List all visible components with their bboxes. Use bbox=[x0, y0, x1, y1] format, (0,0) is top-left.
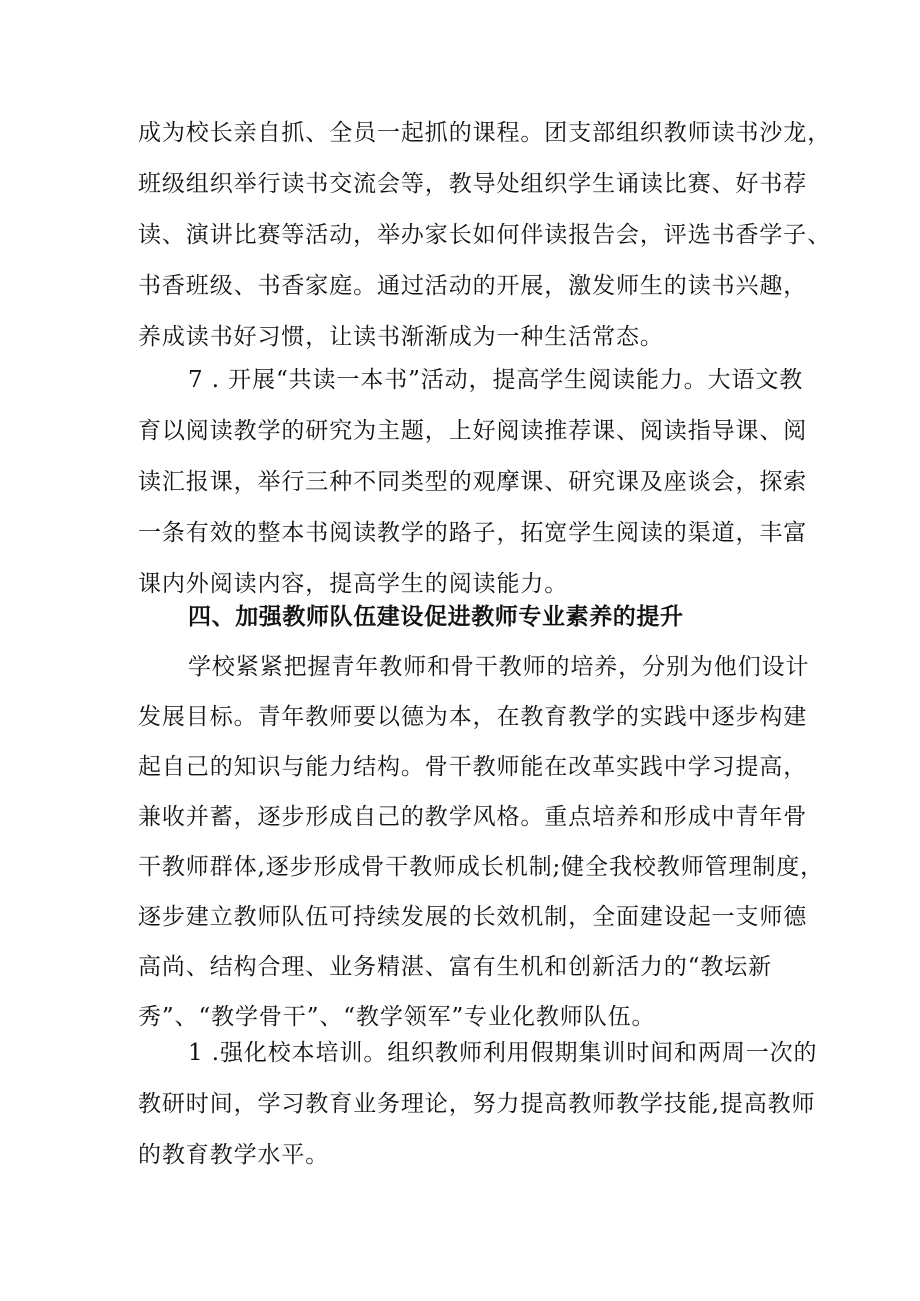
text-line: 干教师群体,逐步形成骨干教师成长机制;健全我校教师管理制度， bbox=[138, 854, 825, 880]
text-line: 1 .强化校本培训。组织教师利用假期集训时间和两周一次的 bbox=[188, 1040, 818, 1066]
text-line: 发展目标。青年教师要以德为本，在教育教学的实践中逐步构建 bbox=[138, 704, 808, 730]
text-line: 教研时间，学习教育业务理论，努力提高教师教学技能,提高教师 bbox=[138, 1091, 816, 1117]
text-line: 起自己的知识与能力结构。骨干教师能在改革实践中学习提高， bbox=[138, 754, 808, 780]
text-line: 兼收并蓄，逐步形成自己的教学风格。重点培养和形成中青年骨 bbox=[138, 804, 808, 830]
text-line: 读、演讲比赛等活动，举办家长如何伴读报告会，评选书香学子、 bbox=[138, 222, 832, 248]
text-line: 学校紧紧把握青年教师和骨干教师的培养，分别为他们设计 bbox=[188, 654, 810, 680]
section-heading: 四、加强教师队伍建设促进教师专业素养的提升 bbox=[188, 604, 684, 630]
text-line: 读汇报课，举行三种不同类型的观摩课、研究课及座谈会，探索 bbox=[138, 469, 808, 495]
text-line: 一条有效的整本书阅读教学的路子，拓宽学生阅读的渠道，丰富 bbox=[138, 520, 808, 546]
text-line: 秀”、“教学骨干”、“教学领军”专业化教师队伍。 bbox=[138, 1004, 656, 1030]
text-line: 养成读书好习惯，让读书渐渐成为一种生活常态。 bbox=[138, 324, 664, 350]
text-line: 育以阅读教学的研究为主题，上好阅读推荐课、阅读指导课、阅 bbox=[138, 418, 808, 444]
text-line: 的教育教学水平。 bbox=[138, 1142, 330, 1168]
text-line: 班级组织举行读书交流会等，教导处组织学生诵读比赛、好书荐 bbox=[138, 171, 808, 197]
text-line: 成为校长亲自抓、全员一起抓的课程。团支部组织教师读书沙龙， bbox=[138, 120, 832, 146]
text-line: 课内外阅读内容，提高学生的阅读能力。 bbox=[138, 571, 569, 597]
text-line: 书香班级、书香家庭。通过活动的开展，激发师生的读书兴趣， bbox=[138, 273, 808, 299]
text-line: 高尚、结构合理、业务精湛、富有生机和创新活力的“教坛新 bbox=[138, 954, 773, 980]
text-line: 7 . 开展“共读一本书”活动，提高学生阅读能力。大语文教 bbox=[188, 367, 804, 393]
text-line: 逐步建立教师队伍可持续发展的长效机制，全面建设起一支师德 bbox=[138, 904, 808, 930]
